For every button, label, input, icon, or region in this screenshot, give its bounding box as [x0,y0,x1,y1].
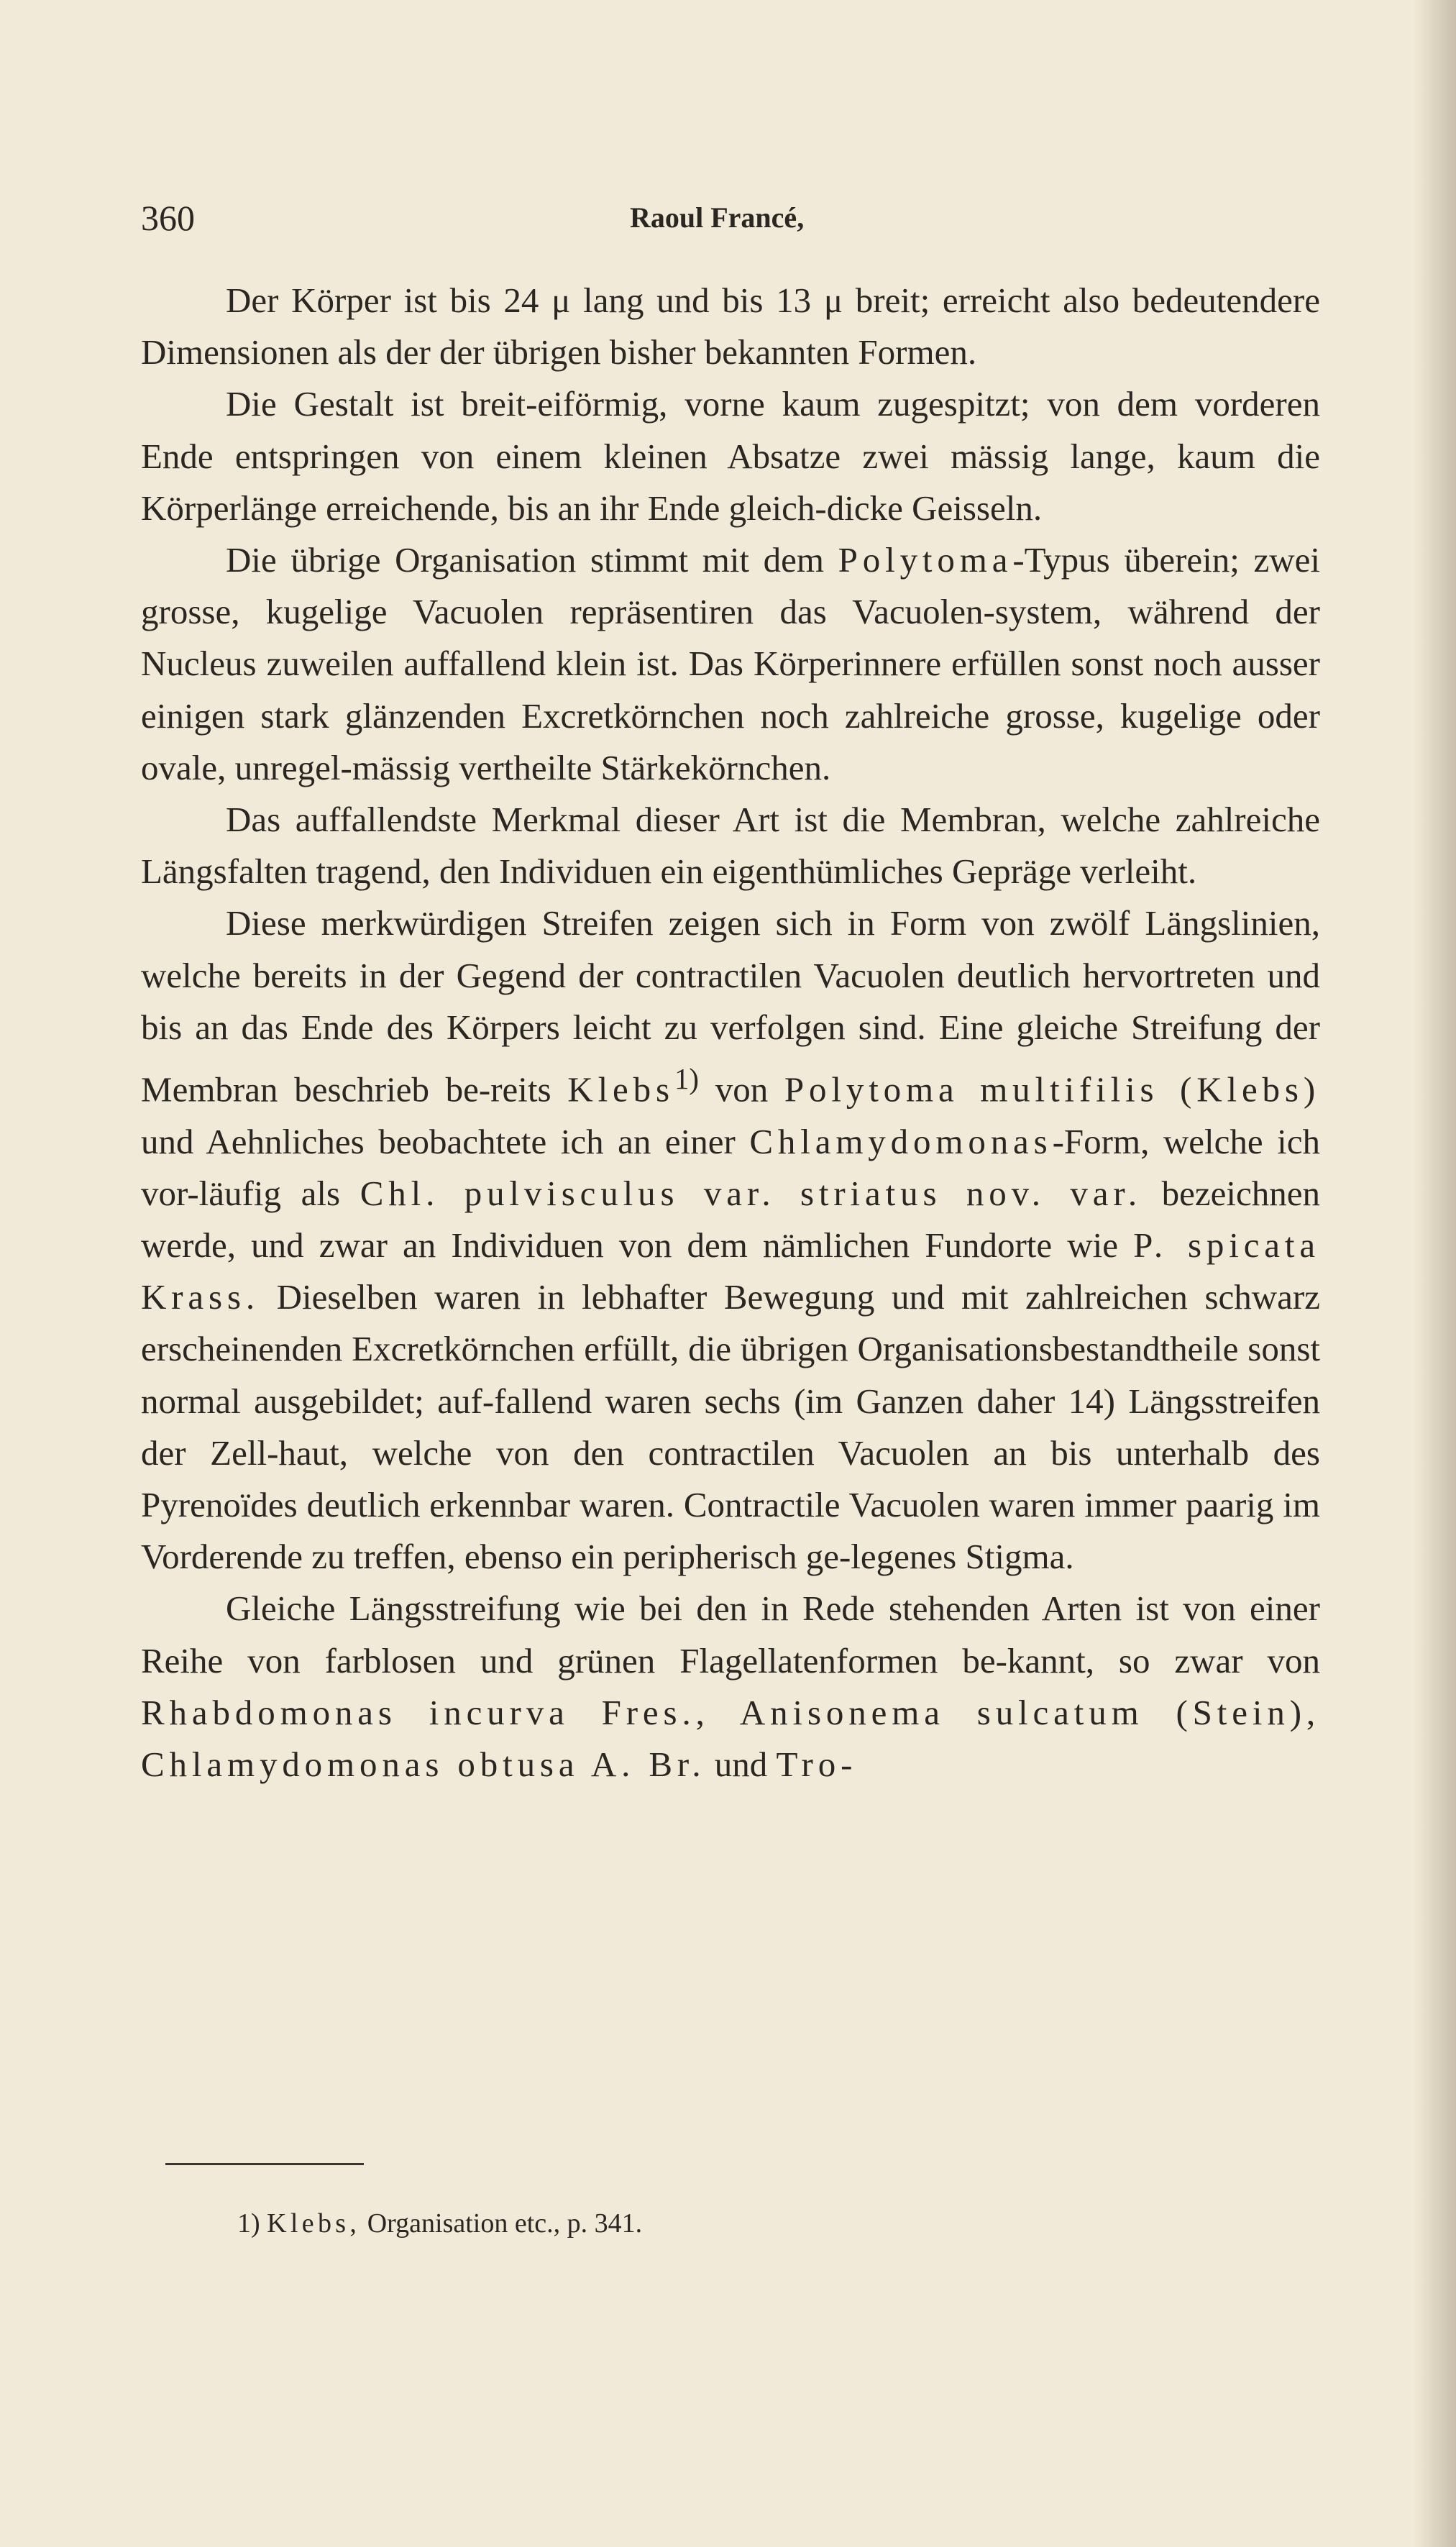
taxon-polytoma: Polytoma [838,540,1013,580]
taxa-list: Rhabdomonas incurva Fres., Anisonema sulcatum (Stein), Chlamydomonas obtusa A. Br. [141,1692,1320,1785]
body-text [141,275,1320,1791]
paragraph-2: Die Gestalt ist breit-eiförmig, vorne kaum zugespitzt; von dem vorderen Ende entspringen von einem kleinen Absatze zwei mässig lange, kaum die Körperlänge erreichende, bis an ihr Ende gleich-dicke Geisseln. [141,384,1320,528]
taxon-chlamydomonas: Chlamydomonas [749,1121,1053,1161]
taxon-p-spicata: P. spicata Krass. [141,1225,1321,1317]
footnote-rule [165,2163,364,2165]
page-header [141,193,1320,243]
footnote-reference: 1) [674,1063,699,1096]
taxon-tro: Tro- [776,1745,858,1785]
taxon-chl-pulvisculus: Chl. pulvisculus var. striatus nov. var. [360,1173,1142,1213]
paragraph-1: Der Körper ist bis 24 μ lang und bis 13 μ breit; erreicht also bedeutendere Dimensionen als der der übrigen bisher bekannten Formen. [141,280,1320,372]
footnote-author: Klebs, [267,2208,361,2239]
paragraph-5: Diese merkwürdigen Streifen zeigen sich in Form von zwölf Längslinien, welche bereits in der Gegend der contractilen Vacuolen deutlich hervortreten und bis an das Ende des Körpers leicht zu verfolgen sind. Eine gleiche Streifung der Membran beschrieb be-reits Klebs$^{1)}$ von Polytoma multifilis (Klebs) und Aehnliches beobachtete ich an einer Chlamydomonas-Form, welche ich vor-läufig als Chl. pulvisculus var. striatus nov. var. bezeichnen werde, und zwar an Individuen von dem nämlichen Fundorte wie P. spicata Krass. Dieselben waren in lebhafter Bewegung und mit zahlreichen schwarz erscheinenden Excretkörnchen erfüllt, die übrigen Organisationsbestandtheile sonst normal ausgebildet; auf-fallend waren sechs (im Ganzen daher 14) Längsstreifen der Zell-haut, welche von den contractilen Vacuolen an bis unterhalb des Pyrenoïdes deutlich erkennbar waren. Contractile Vacuolen waren immer paarig im Vorderende zu treffen, ebenso ein peripherisch ge-legenes Stigma. [141,903,1321,1577]
page-number: 360 [141,198,195,238]
footnote-marker: 1) [237,2208,260,2239]
taxon-polytoma-multifilis: Polytoma multifilis (Klebs) [784,1069,1321,1110]
footnote [237,2202,642,2245]
paragraph-3: Die übrige Organisation stimmt mit dem Polytoma-Typus überein; zwei grosse, kugelige Vacuolen repräsentiren das Vacuolen-system, während der Nucleus zuweilen auffallend klein ist. Das Körperinnere erfüllen sonst noch ausser einigen stark glänzenden Excretkörnchen noch zahlreiche grosse, kugelige oder ovale, unregel-mässig vertheilte Stärkekörnchen. [141,540,1321,787]
author-klebs: Klebs [567,1069,674,1110]
running-head: Raoul Francé, [630,201,805,234]
paragraph-6: Gleiche Längsstreifung wie bei den in Rede stehenden Arten ist von einer Reihe von farblosen und grünen Flagellatenformen be-kannt, so zwar von Rhabdomonas incurva Fres., Anisonema sulcatum (Stein), Chlamydomonas obtusa A. Br. und Tro- [141,1588,1320,1785]
paragraph-4: Das auffallendste Merkmal dieser Art ist die Membran, welche zahlreiche Längsfalten tragend, den Individuen ein eigenthümliches Gepräge verleiht. [141,800,1320,892]
footnote-text: Organisation etc., p. 341. [367,2208,643,2239]
page-edge-shadow [1413,0,1456,2547]
